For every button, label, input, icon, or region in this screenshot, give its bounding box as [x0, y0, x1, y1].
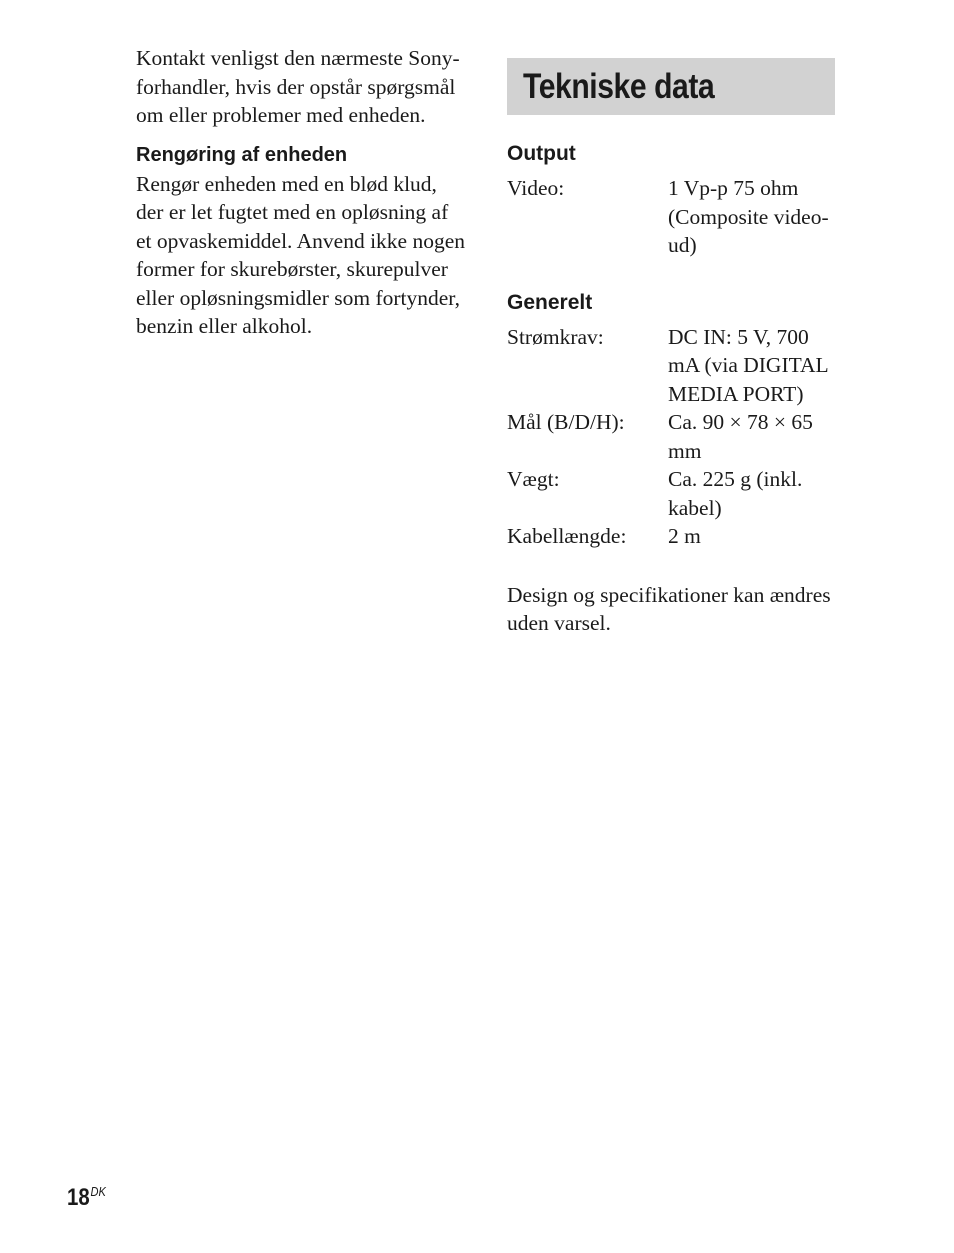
spec-value: 1 Vp-p 75 ohm (Composite video-ud) — [668, 176, 829, 257]
page-number-value: 18 — [67, 1184, 90, 1211]
right-column — [507, 58, 837, 638]
spec-value: Ca. 225 g (inkl. kabel) — [668, 467, 803, 520]
spec-row — [507, 323, 837, 409]
spec-label: Vægt: — [507, 467, 560, 491]
spec-row — [507, 465, 837, 522]
page-language-suffix: DK — [90, 1184, 106, 1199]
cleaning-paragraph: Rengør enheden med en blød klud, der er let fugtet med en opløsning af et opvaskemiddel. Anvend ikke nogen former for skurebørster, skurepulver eller opløsningsmidler som fortynder, benzin eller alkohol. — [136, 171, 465, 338]
spec-row — [507, 522, 837, 551]
spec-value: 2 m — [668, 524, 701, 548]
section-title-box — [507, 58, 835, 115]
spec-label: Mål (B/D/H): — [507, 410, 625, 434]
output-spec-list — [507, 174, 837, 260]
cleaning-heading: Rengøring af enheden — [136, 143, 348, 166]
left-column — [136, 44, 466, 341]
spec-value: Ca. 90 × 78 × 65 mm — [668, 410, 813, 463]
spec-label: Video: — [507, 176, 565, 200]
spec-row — [507, 174, 837, 260]
spec-value: DC IN: 5 V, 700 mA (via DIGITAL MEDIA PORT) — [668, 324, 828, 406]
section-title: Tekniske data — [523, 66, 715, 106]
general-spec-list — [507, 323, 837, 551]
intro-paragraph: Kontakt venligst den nærmeste Sony-forhandler, hvis der opstår spørgsmål om eller problemer med enheden. — [136, 46, 460, 127]
general-heading: Generelt — [507, 290, 593, 314]
spec-row — [507, 408, 837, 465]
disclaimer-note: Design og specifikationer kan ændres uden varsel. — [507, 582, 831, 635]
spec-label: Kabellængde: — [507, 524, 627, 548]
spec-label: Strømkrav: — [507, 324, 604, 349]
page-number — [67, 1178, 106, 1212]
output-heading: Output — [507, 142, 576, 165]
